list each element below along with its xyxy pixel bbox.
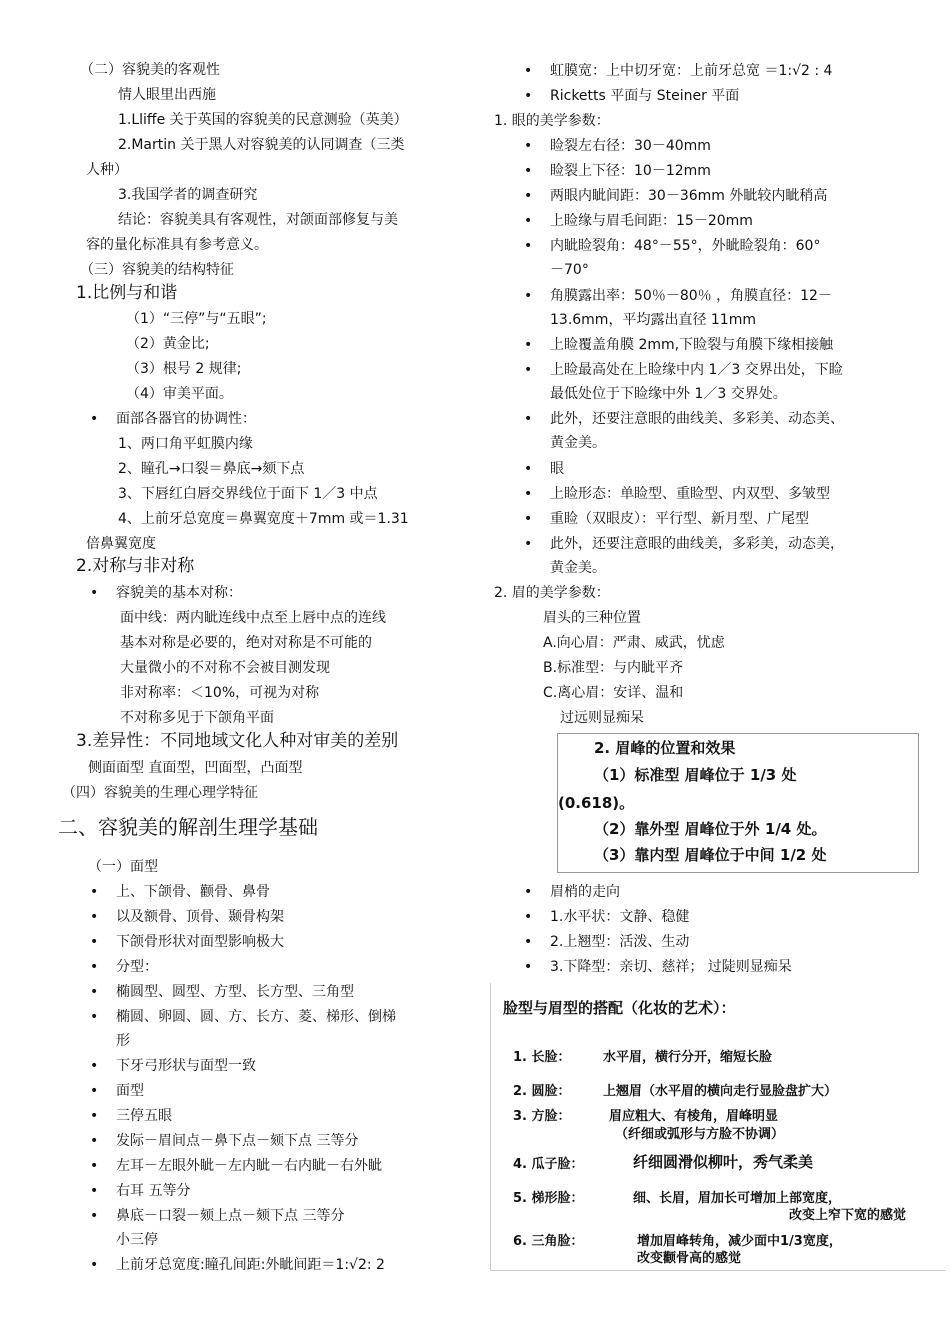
text-line: A.向心眉：严肃、威武，忧虑: [543, 635, 725, 651]
brow-advice: 水平眉，横行分开，缩短长脸: [603, 1050, 773, 1065]
bullet-icon: •: [524, 337, 533, 353]
section-heading: 1. 眼的美学参数：: [494, 113, 610, 129]
list-item: 上、下颌骨、颧骨、鼻骨: [116, 884, 270, 900]
list-item: 上睑形态：单睑型、重睑型、内双型、多皱型: [550, 486, 830, 502]
text-line: 容的量化标准具有参考意义。: [86, 237, 268, 253]
brow-advice: 上翘眉（水平眉的横向走行显脸盘扩大）: [603, 1084, 838, 1099]
figure-line: (0.618)。: [558, 794, 635, 812]
section-heading: 2. 眉的美学参数：: [494, 585, 610, 601]
bullet-icon: •: [90, 884, 99, 900]
figure-title: 2. 眉峰的位置和效果: [594, 739, 736, 757]
subheading: 1.比例与和谐: [76, 283, 178, 303]
bullet-icon: •: [524, 88, 533, 104]
text-line: 倍鼻翼宽度: [86, 536, 156, 552]
list-item: 重睑（双眼皮）：平行型、新月型、广尾型: [550, 511, 809, 527]
list-item: 两眼内眦间距：30－36mm 外眦较内眦稍高: [550, 188, 828, 204]
chapter-heading: 二、容貌美的解剖生理学基础: [58, 815, 318, 839]
bullet-icon: •: [524, 909, 533, 925]
bullet-icon: •: [524, 138, 533, 154]
bullet-icon: •: [524, 411, 533, 427]
bullet-icon: •: [90, 411, 99, 427]
text-line: （4）审美平面。: [126, 386, 233, 402]
list-item: 以及额骨、顶骨、颞骨构架: [116, 909, 284, 925]
face-type-label: 2. 圆脸：: [513, 1084, 571, 1099]
bullet-icon: •: [524, 461, 533, 477]
face-type-label: 4. 瓜子脸：: [513, 1157, 584, 1172]
list-item: 右耳 五等分: [116, 1183, 191, 1199]
list-item: 1.水平状：文静、稳健: [550, 909, 690, 925]
text-line: 4、上前牙总宽度＝鼻翼宽度＋7mm 或＝1.31: [118, 511, 409, 527]
bullet-icon: •: [90, 1108, 99, 1124]
bullet-icon: •: [524, 486, 533, 502]
text-line: （2）黄金比;: [126, 336, 210, 352]
bullet-icon: •: [90, 934, 99, 950]
text-line: 侧面面型 直面型，凹面型，凸面型: [88, 760, 303, 776]
list-item: 2.上翘型：活泼、生动: [550, 934, 690, 950]
list-item: 内眦睑裂角：48°－55°，外眦睑裂角：60°: [550, 238, 821, 254]
list-item: 三停五眼: [116, 1108, 172, 1124]
list-item: 发际－眉间点－鼻下点－颏下点 三等分: [116, 1133, 359, 1149]
text-line: 非对称率：＜10%，可视为对称: [120, 685, 320, 701]
text-line: 不对称多见于下颌角平面: [120, 710, 274, 726]
list-item: 面部各器官的协调性：: [116, 411, 256, 427]
bullet-icon: •: [524, 63, 533, 79]
list-item: 上睑覆盖角膜 2mm,下睑裂与角膜下缘相接触: [550, 337, 834, 353]
bullet-icon: •: [524, 934, 533, 950]
list-item: 睑裂上下径：10－12mm: [550, 163, 711, 179]
text-line: 2、瞳孔→口裂＝鼻底→颏下点: [118, 461, 305, 477]
bullet-icon: •: [524, 238, 533, 254]
bullet-icon: •: [90, 909, 99, 925]
text-line: 3.我国学者的调查研究: [118, 187, 258, 203]
brow-advice: 纤细圆滑似柳叶，秀气柔美: [633, 1153, 814, 1171]
text-line: 3、下唇红白唇交界线位于面下 1／3 中点: [118, 486, 378, 502]
list-item: 虹膜宽：上中切牙宽：上前牙总宽 ＝1:√2 : 4: [550, 63, 833, 79]
list-item: 眼: [550, 461, 564, 477]
brow-advice: 改变颧骨高的感觉: [637, 1251, 742, 1266]
bullet-icon: •: [90, 1257, 99, 1273]
brow-advice: 增加眉峰转角，减少面中1/3宽度，: [637, 1234, 842, 1249]
text-line: 小三停: [116, 1232, 158, 1248]
list-item: 分型：: [116, 959, 158, 975]
text-line: 情人眼里出西施: [118, 87, 216, 103]
text-line: 眉头的三种位置: [543, 610, 641, 626]
text-line: （1）“三停”与“五眼”;: [126, 311, 267, 327]
bullet-icon: •: [524, 511, 533, 527]
text-line: 13.6mm，平均露出直径 11mm: [550, 312, 756, 328]
subheading: 2.对称与非对称: [76, 556, 195, 576]
bullet-icon: •: [524, 536, 533, 552]
list-item: 角膜露出率：50％－80％ ，角膜直径：12－: [550, 288, 832, 304]
subheading: 3.差异性：不同地域文化人种对审美的差别: [76, 731, 399, 751]
list-item: 3.下降型：亲切、慈祥； 过陡则显痴呆: [550, 959, 792, 975]
text-line: 面中线：两内眦连线中点至上唇中点的连线: [120, 610, 386, 626]
bullet-icon: •: [90, 1083, 99, 1099]
list-item: 此外，还要注意眼的曲线美、多彩美、动态美、: [550, 411, 844, 427]
figure-line: （3）靠内型 眉峰位于中间 1/2 处: [594, 846, 827, 864]
text-line: 过远则显痴呆: [560, 710, 644, 726]
bullet-icon: •: [524, 884, 533, 900]
text-line: C.离心眉：安详、温和: [543, 685, 684, 701]
figure-line: （1）标准型 眉峰位于 1/3 处: [594, 766, 797, 784]
text-line: 1、两口角平虹膜内缘: [118, 436, 253, 452]
section-heading: （三）容貌美的结构特征: [80, 262, 234, 278]
text-line: B.标准型：与内眦平齐: [543, 660, 684, 676]
bullet-icon: •: [90, 1208, 99, 1224]
text-line: 1.Lliffe 关于英国的容貌美的民意测验（英美）: [118, 112, 408, 128]
list-item: 上睑最高处在上睑缘中内 1／3 交界出处，下睑: [550, 362, 843, 378]
list-item: 眉梢的走向: [550, 884, 620, 900]
face-type-label: 3. 方脸：: [513, 1109, 571, 1124]
list-item: 上睑缘与眉毛间距：15－20mm: [550, 213, 753, 229]
list-item: 下牙弓形状与面型一致: [116, 1058, 256, 1074]
list-item: 椭圆、卵圆、圆、方、长方、菱、梯形、倒梯: [116, 1009, 396, 1025]
text-line: 基本对称是必要的，绝对对称是不可能的: [120, 635, 372, 651]
text-line: 人种）: [86, 162, 128, 178]
text-line: 大量微小的不对称不会被目测发现: [120, 660, 330, 676]
brow-advice: 眉应粗大、有棱角，眉峰明显: [609, 1109, 779, 1124]
list-item: Ricketts 平面与 Steiner 平面: [550, 88, 740, 104]
text-line: 最低处位于下睑缘中外 1／3 交界处。: [550, 386, 787, 402]
text-line: 黄金美。: [550, 435, 606, 451]
bullet-icon: •: [90, 1158, 99, 1174]
bullet-icon: •: [524, 288, 533, 304]
bullet-icon: •: [524, 163, 533, 179]
bullet-icon: •: [90, 1183, 99, 1199]
list-item: 容貌美的基本对称：: [116, 585, 242, 601]
figure-title: 脸型与眉型的搭配（化妆的艺术）：: [503, 999, 736, 1017]
bullet-icon: •: [524, 959, 533, 975]
text-line: 形: [116, 1033, 130, 1049]
brow-peak-figure: [557, 733, 919, 873]
list-item: 椭圆型、圆型、方型、长方型、三角型: [116, 984, 354, 1000]
text-line: －70°: [550, 262, 589, 278]
face-type-label: 1. 长脸：: [513, 1050, 571, 1065]
bullet-icon: •: [90, 585, 99, 601]
list-item: 面型: [116, 1083, 144, 1099]
section-heading: （四）容貌美的生理心理学特征: [62, 785, 258, 801]
face-type-label: 5. 梯形脸：: [513, 1191, 584, 1206]
brow-advice: （纤细或弧形与方脸不协调）: [615, 1127, 785, 1142]
face-brow-match-figure: [490, 983, 946, 1271]
face-type-label: 6. 三角脸：: [513, 1234, 584, 1249]
bullet-icon: •: [524, 213, 533, 229]
list-item: 睑裂左右径：30－40mm: [550, 138, 711, 154]
bullet-icon: •: [524, 188, 533, 204]
bullet-icon: •: [90, 959, 99, 975]
brow-advice: 改变上窄下宽的感觉: [789, 1208, 907, 1223]
bullet-icon: •: [90, 984, 99, 1000]
figure-line: （2）靠外型 眉峰位于外 1/4 处。: [594, 820, 827, 838]
text-line: 黄金美。: [550, 560, 606, 576]
list-item: 上前牙总宽度:瞳孔间距:外眦间距＝1:√2: 2: [116, 1257, 385, 1273]
bullet-icon: •: [90, 1133, 99, 1149]
bullet-icon: •: [90, 1058, 99, 1074]
list-item: 左耳－左眼外眦－左内眦－右内眦－右外眦: [116, 1158, 382, 1174]
bullet-icon: •: [90, 1009, 99, 1025]
text-line: （3）根号 2 规律;: [126, 361, 242, 377]
text-line: 2.Martin 关于黑人对容貌美的认同调查（三类: [118, 137, 405, 153]
list-item: 鼻底－口裂－颏上点－颏下点 三等分: [116, 1208, 345, 1224]
brow-advice: 细、长眉，眉加长可增加上部宽度，: [633, 1191, 842, 1206]
section-heading: （二）容貌美的客观性: [80, 62, 220, 78]
text-line: 结论：容貌美具有客观性，对颌面部修复与美: [118, 212, 398, 228]
bullet-icon: •: [524, 362, 533, 378]
list-item: 下颌骨形状对面型影响极大: [116, 934, 284, 950]
section-heading: （一）面型: [88, 859, 158, 875]
list-item: 此外，还要注意眼的曲线美，多彩美，动态美，: [550, 536, 844, 552]
